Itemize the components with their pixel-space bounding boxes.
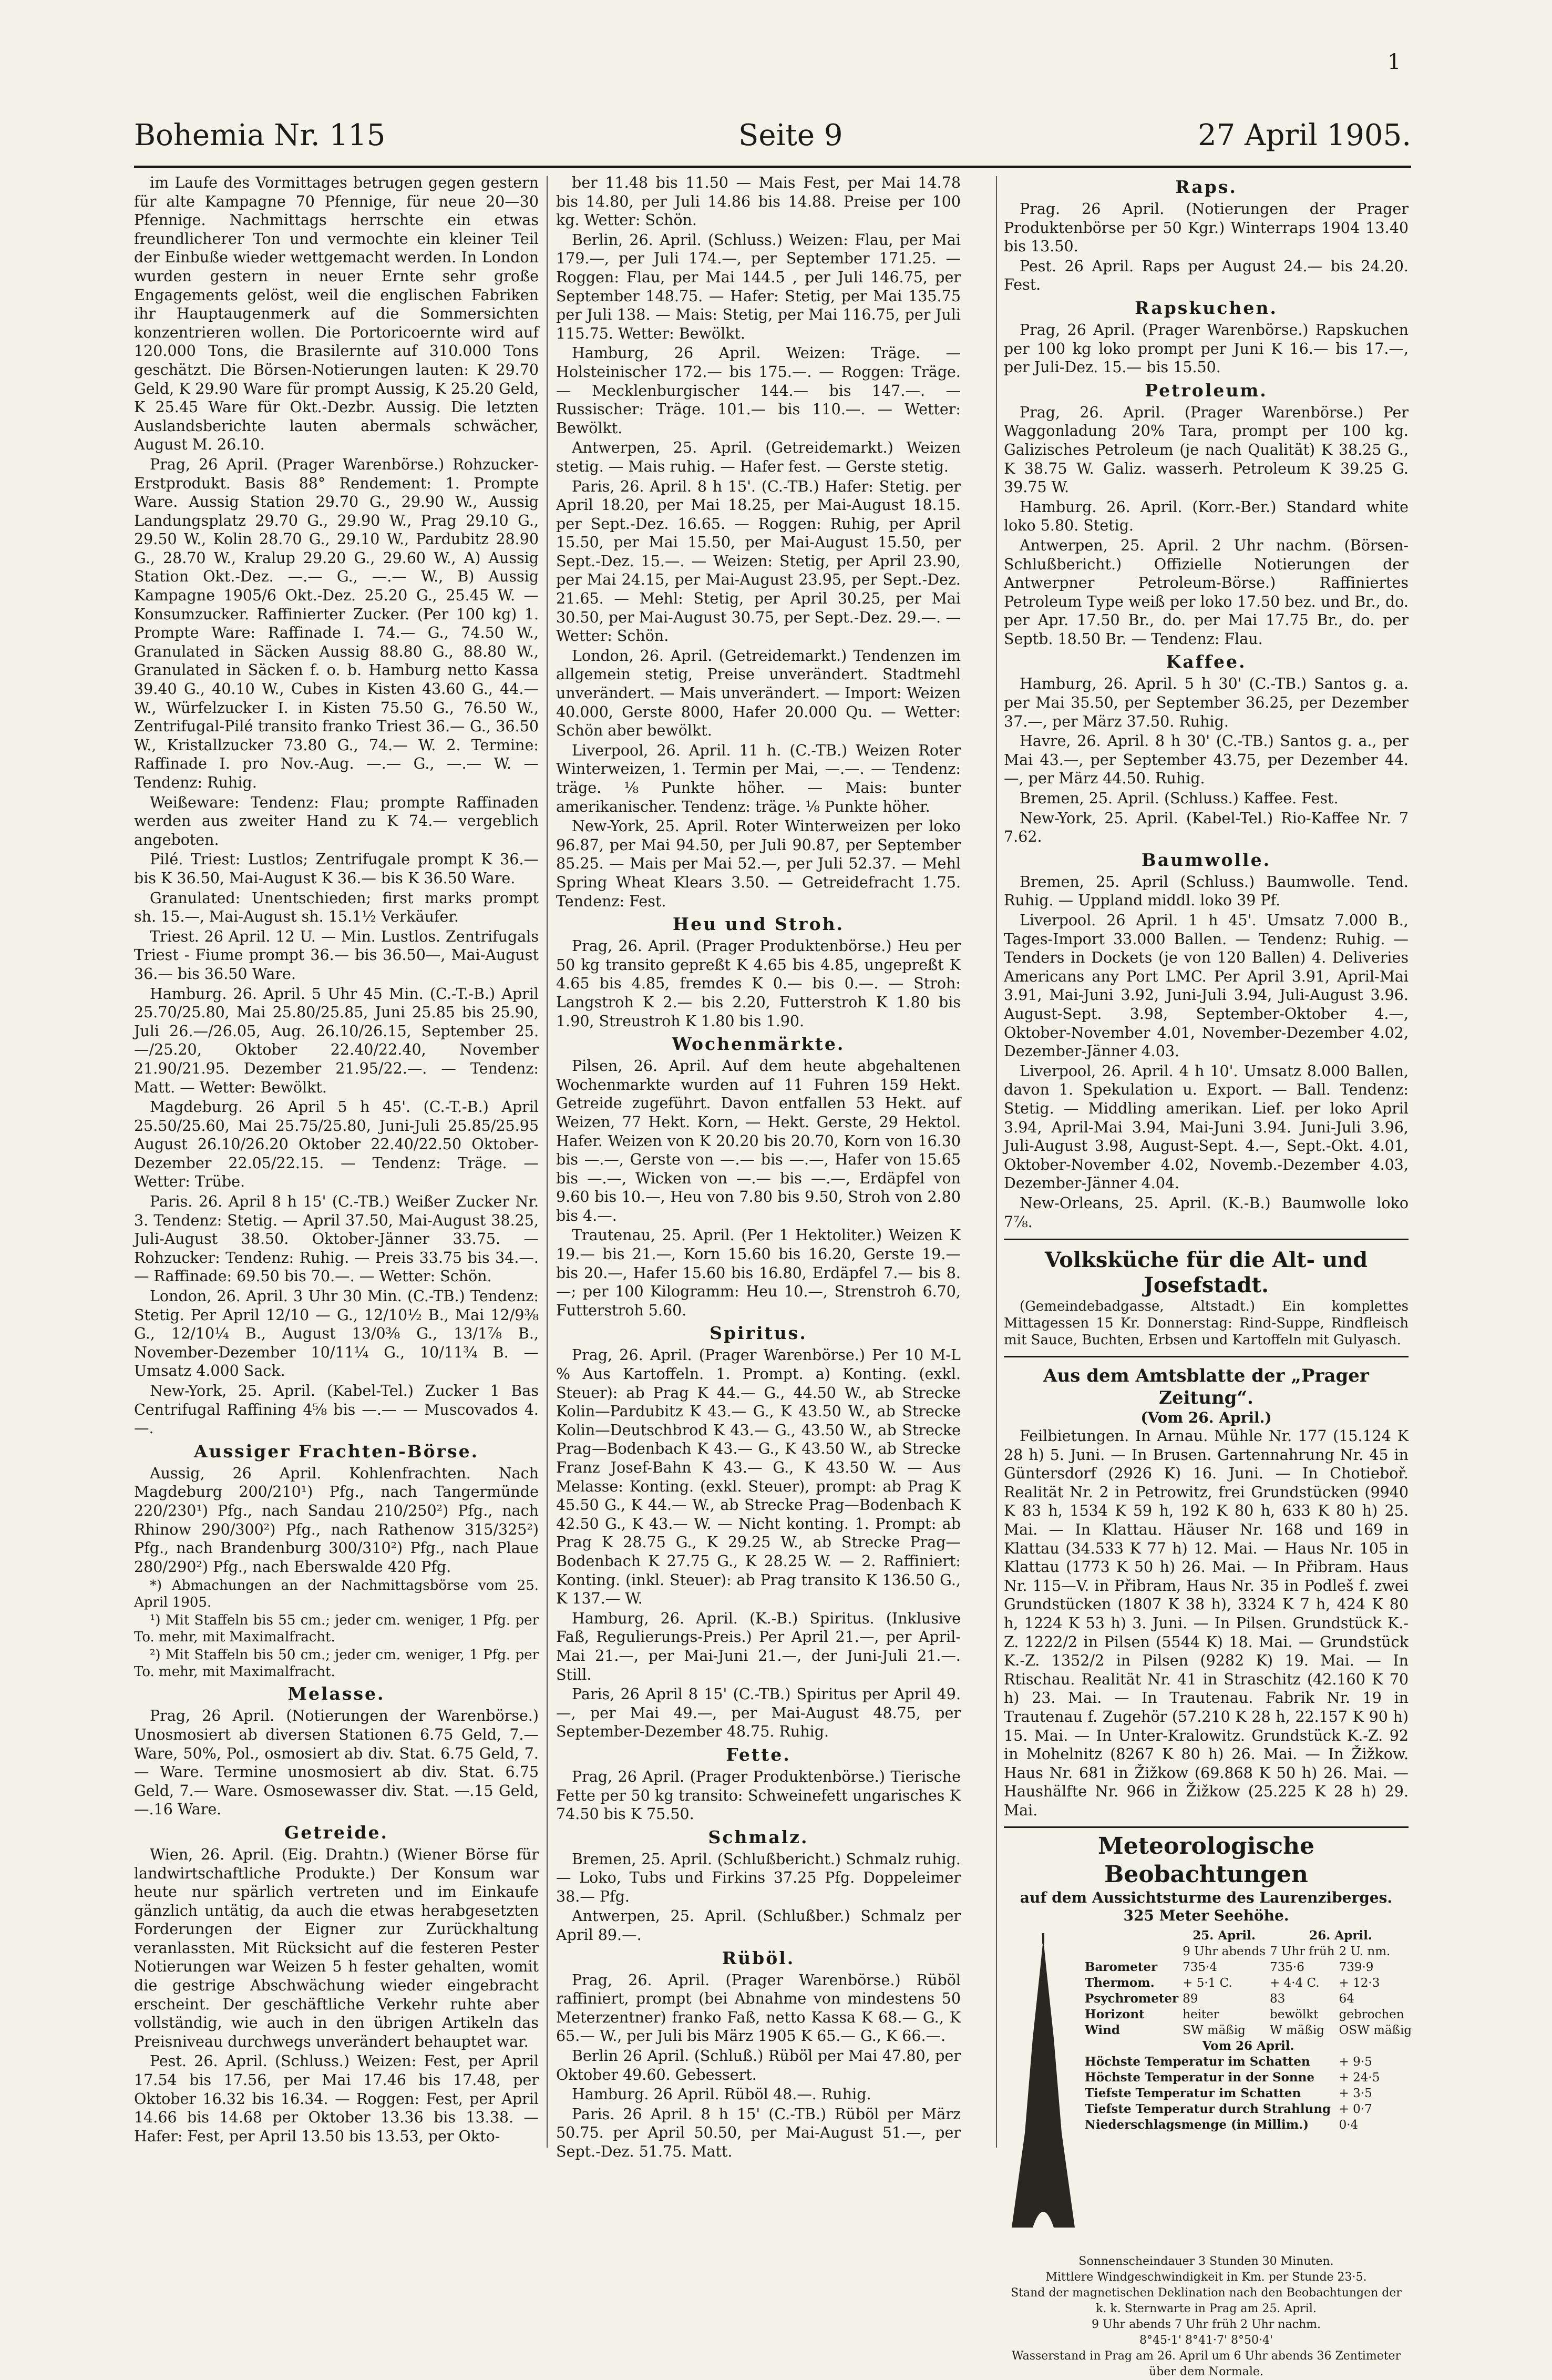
- meteorology-note: Stand der magnetischen Deklination nach den Beobachtungen der k. k. Sternwarte in Prag am 25. April.: [1011, 2286, 1402, 2315]
- page-label: Seite 9: [738, 118, 843, 152]
- header-rule: [134, 166, 1411, 168]
- time-header: 9 Uhr abends: [1183, 1944, 1266, 1958]
- section-heading: Rüböl.: [722, 1947, 795, 1968]
- section-heading: Getreide.: [284, 1822, 388, 1843]
- table-row: [1083, 2070, 1414, 2086]
- article-paragraph: New-York, 25. April. (Kabel-Tel.) Rio-Kaffee Nr. 7 7.62.: [1004, 809, 1409, 846]
- cell: + 12·3: [1339, 1976, 1380, 1990]
- article-paragraph: Paris, 26 April 8 15' (C.-TB.) Spiritus per April 49.—, per Mai 49.—, per Mai-August 48.75, per September-Dezember 48.75. Ruhig.: [556, 1686, 961, 1741]
- meteorology-area: [1004, 1928, 1412, 2254]
- cell: 739·9: [1339, 1960, 1374, 1974]
- section-heading: Petroleum.: [1145, 380, 1268, 401]
- article-paragraph: Bremen, 25. April (Schluss.) Baumwolle. Tend. Ruhig. — Uppland middl. loko 39 Pf.: [1004, 873, 1409, 910]
- article-paragraph: Prag, 26 April. (Prager Produktenbörse.) Tierische Fette per 50 kg transito: Schweinefett ungarisches K 74.50 bis K 75.50.: [556, 1768, 961, 1823]
- cell: 64: [1339, 1991, 1354, 2006]
- meteorology-box: [1004, 1826, 1412, 2380]
- cell: 89: [1183, 1991, 1198, 2006]
- table-row: [1083, 1959, 1414, 1975]
- meteorology-note: Sonnenscheindauer 3 Stunden 30 Minuten.: [1078, 2254, 1334, 2268]
- cell: OSW mäßig: [1339, 2023, 1412, 2037]
- cell: W mäßig: [1269, 2023, 1324, 2037]
- article-paragraph: Prag, 26. April. (Prager Produktenbörse.) Heu per 50 kg transito gepreßt K 4.65 bis 4.85, ungepreßt K 4.65 bis 4.85, fremdes K 0.— bis 0.—. — Stroh: Langstroh K 2.— bis 2.20, Futterstroh K 1.80 bis 1.90, Streustroh K 1.80 bis 1.90.: [556, 937, 961, 1030]
- article-paragraph: Paris. 26 April. 8 h 15' (C.-TB.) Rüböl per März 50.75. per April 50.50, per Mai-August 51.—, per Sept.-Dez. 51.75. Matt.: [556, 2105, 961, 2160]
- table-row: [1083, 1991, 1414, 2007]
- article-paragraph: Prag, 26. April. (Prager Warenbörse.) Rüböl raffiniert, prompt (bei Abnahme von mindestens 50 Meterzentner) franko Faß, netto Kassa K 68.— G., K 65.— W., per Juli bis März 1905 K 65.— G., K 66.—.: [556, 1971, 961, 2045]
- article-paragraph: Aussig, 26 April. Kohlenfrachten. Nach Magdeburg 200/210¹) Pfg., nach Tangermünde 220/230¹) Pfg., nach Sandau 210/250²) Pfg., nach Rhinow 290/300²) Pfg., nach Rathenow 315/325²) Pfg., nach Brandenburg 300/310²) Pfg., nach Plaue 280/290²) Pfg., nach Eberswalde 420 Pfg.: [134, 1464, 539, 1576]
- article-paragraph: Prag, 26 April. (Prager Warenbörse.) Rapskuchen per 100 kg loko prompt per Juni K 16.— bis 17.—, per Juli-Dez. 15.— bis 15.50.: [1004, 321, 1409, 376]
- article-paragraph: Prag, 26 April. (Prager Warenbörse.) Rohzucker-Erstprodukt. Basis 88° Rendement: 1. Prompte Ware. Aussig Station 29.70 G., 29.90 W., Aussig Landungsplatz 29.70 G., 29.90 W., Prag 29.10 G., 29.50 W., Kolin 28.70 G., 29.10 W., Pardubitz 28.90 G., 28.70 W., Kralup 29.20 G., 29.60 W., A) Aussig Station Okt.-Dez. —.— G., —.— W., B) Aussig Kampagne 1905/6 Okt.-Dez. 25.20 G., 25.45 W. — Konsumzucker. Raffinierter Zucker. (Per 100 kg) 1. Prompte Ware: Raffinade I. 74.— G., 74.50 W., Granulated in Säcken Aussig 88.80 G., 88.80 W., Granulated in Säcken f. o. b. Hamburg netto Kassa 39.40 G., 40.10 W., Cubes in Kisten 43.60 G., 44.— W., Würfelzucker I. in Kisten 75.50 G., 76.50 W., Zentrifugal-Pilé transito franko Triest 36.— G., 36.50 W., Kristallzucker 73.80 G., 74.— W. 2. Termine: Raffinade I. pro Nov.-Aug. —.— G., —.— W. — Tendenz: Ruhig.: [134, 455, 539, 791]
- article-paragraph: ber 11.48 bis 11.50 — Mais Fest, per Mai 14.78 bis 14.80, per Juli 14.86 bis 14.88. Preise per 100 kg. Wetter: Schön.: [556, 174, 961, 229]
- amtsblatt-date: (Vom 26. April.): [1140, 1409, 1272, 1427]
- amtsblatt-body: Feilbietungen. In Arnau. Mühle Nr. 177 (15.124 K 28 h) 5. Juni. — In Brusen. Gartennahrung Nr. 45 in Güntersdorf (2926 K) 16. Juni. — In Chotieboř. Realität Nr. 2 in Petrowitz, frei Grundstücken (9940 K 83 h, 1534 K 59 h, 192 K 80 h, 633 K 80 h) 25. Mai. — In Klattau. Häuser Nr. 168 und 169 in Klattau (34.533 K 77 h) 12. Mai. — Haus Nr. 105 in Klattau (1773 K 50 h) 26. Mai. — In Přibram. Haus Nr. 115—V. in Přibram, Haus Nr. 35 in Podleš f. zwei Grundstücken (1807 K 38 h), 3324 K 7 h, 424 K 80 h, 1224 K 53 h) 3. Juni. — In Pilsen. Grundstück K.-Z. 1222/2 in Pilsen (5544 K) 18. Mai. — Grundstück K.-Z. 1352/2 in Pilsen (9282 K) 19. Mai. — In Rtischau. Realität Nr. 41 in Straschitz (42.160 K 70 h) 23. Mai. — In Trautenau. Fabrik Nr. 19 in Trautenau f. Zugehör (57.210 K 28 h, 22.157 K 90 h) 15. Mai. — In Unter-Kralowitz. Grundstück K.-Z. 92 in Mohelnitz (8267 K 80 h) 26. Mai. — In Žižkow. Haus Nr. 681 in Žižkow (69.868 K 50 h) 26. Mai. — Haushälfte Nr. 966 in Žižkow (25.225 K 28 h) 29. Mai.: [1004, 1427, 1409, 1819]
- article-paragraph: Paris, 26. April. 8 h 15'. (C.-TB.) Hafer: Stetig. per April 18.20, per Mai 18.25, per Mai-August 18.15. per Sept.-Dez. 16.65. — Roggen: Ruhig, per April 15.50, per Mai 15.50, per Mai-August 15.50, per Sept.-Dez. 15.—. — Weizen: Stetig, per April 23.90, per Mai 24.15, per Mai-August 23.95, per Sept.-Dez. 21.65. — Mehl: Stetig, per April 30.25, per Mai 30.50, per Mai-August 30.75, per Sept.-Dez. 29.—. — Wetter: Schön.: [556, 477, 961, 645]
- article-paragraph: Pilé. Triest: Lustlos; Zentrifugale prompt K 36.— bis K 36.50, Mai-August K 36.— bis K 36.50 Ware.: [134, 851, 539, 887]
- meteorology-subtitle: auf dem Aussichtsturme des Laurenziberges.: [1020, 1888, 1393, 1906]
- article-paragraph: Granulated: Unentschieden; first marks prompt sh. 15.—, Mai-August sh. 15.1½ Verkäufer.: [134, 889, 539, 926]
- row-label: Tiefste Temperatur im Schatten: [1085, 2086, 1301, 2100]
- table-row: [1083, 2086, 1414, 2101]
- table-row: [1083, 2054, 1414, 2070]
- article-paragraph: Pest. 26 April. Raps per August 24.— bis 24.20. Fest.: [1004, 257, 1409, 294]
- cell: heiter: [1183, 2007, 1219, 2021]
- cell: 83: [1269, 1991, 1286, 2006]
- meteorology-note: 9 Uhr abends 7 Uhr früh 2 Uhr nachm.: [1091, 2317, 1321, 2331]
- cell: SW mäßig: [1183, 2023, 1246, 2037]
- table-row: [1083, 2117, 1414, 2133]
- observation-tower-icon: [1004, 1933, 1083, 2238]
- table-row: [1083, 2007, 1414, 2023]
- column-2: [556, 173, 961, 2162]
- newspaper-title: Bohemia Nr. 115: [134, 118, 386, 152]
- article-paragraph: Antwerpen, 25. April. 2 Uhr nachm. (Börsen-Schlußbericht.) Offizielle Notierungen der Antwerpner Petroleum-Börse.) Raffiniertes Petroleum Type weiß per loko 17.50 bez. und Br., do. per Apr. 17.50 Br., do. per Mai 17.75 Br., do. per Septb. 18.50 Br. — Tendenz: Flau.: [1004, 536, 1409, 648]
- article-paragraph: Triest. 26 April. 12 U. — Min. Lustlos. Zentrifugals Triest - Fiume prompt 36.— bis 36.50—, Mai-August 36.— bis 36.50 Ware.: [134, 927, 539, 983]
- article-paragraph: Hamburg, 26 April. Weizen: Träge. — Holsteinischer 172.— bis 175.—. — Roggen: Träge. — Mecklenburgischer 144.— bis 147.—. — Russischer: Träge. 101.— bis 110.—. — Wetter: Bewölkt.: [556, 344, 961, 437]
- row-label: Psychrometer: [1085, 1991, 1179, 2006]
- section-heading: Schmalz.: [708, 1826, 809, 1847]
- article-paragraph: London, 26. April. (Getreidemarkt.) Tendenzen im allgemein stetig, Preise unverändert. Stadtmehl unverändert. — Mais unverändert. — Import: Weizen 40.000, Gerste 8000, Hafer 20.000 Qu. — Wetter: Schön aber bewölkt.: [556, 647, 961, 740]
- article-paragraph: Hamburg. 26 April. Rüböl 48.—. Ruhig.: [572, 2086, 871, 2103]
- cell: + 3·5: [1339, 2086, 1372, 2100]
- article-paragraph: Hamburg. 26. April. 5 Uhr 45 Min. (C.-T.-B.) April 25.70/25.80, Mai 25.80/25.85, Juni 25.85 bis 25.90, Juli 26.—/26.05, Aug. 26.10/26.15, September 25.—/25.20, Oktober 22.40/22.40, November 21.90/21.95. Dezember 21.95/22.—. — Tendenz: Matt. — Wetter: Bewölkt.: [134, 985, 539, 1096]
- row-label: Höchste Temperatur im Schatten: [1085, 2054, 1310, 2069]
- article-paragraph: Liverpool, 26. April. 4 h 10'. Umsatz 8.000 Ballen, davon 1. Spekulation u. Export. — Ball. Tendenz: Stetig. — Middling amerikan. Lief. per loko April 3.94, April-Mai 3.94, Mai-Juni 3.94. Juni-Juli 3.96, Juli-August 3.98, August-Sept. 4.—, Sept.-Okt. 4.01, Oktober-November 4.02, Novemb.-Dezember 4.03, Dezember-Jänner 4.04.: [1004, 1062, 1409, 1192]
- article-paragraph: Prag, 26 April. (Notierungen der Warenbörse.) Unosmosiert ab diversen Stationen 6.75 Geld, 7.— Ware, 50%, Pol., osmosiert ab div. Stat. 6.75 Geld, 7.— Ware. Termine unosmosiert ab div. Stat. 6.75 Geld, 7.— Ware. Osmosewasser div. Stat. —.15 Geld, —.16 Ware.: [134, 1707, 539, 1819]
- article-paragraph: Prag, 26. April. (Prager Warenbörse.) Per Waggonladung 20% Tara, prompt per 100 kg. Galizisches Petroleum (je nach Qualität) K 38.25 G., K 38.75 W. Galiz. wasserh. Petroleum K 39.25 G. 39.75 W.: [1004, 403, 1409, 496]
- cell: + 9·5: [1339, 2055, 1372, 2069]
- article-paragraph: Hamburg, 26. April. (K.-B.) Spiritus. (Inklusive Faß, Regulierungs-Preis.) Per April 21.—, per April-Mai 21.—, per Mai-Juni 21.—, der Juni-Juli 21.—. Still.: [556, 1609, 961, 1683]
- article-paragraph: New-Orleans, 25. April. (K.-B.) Baumwolle loko 7⅞.: [1004, 1194, 1409, 1231]
- cell: + 4·4 C.: [1269, 1976, 1320, 1990]
- volkskueche-menu: (Gemeindebadgasse, Altstadt.) Ein komplettes Mittagessen 15 Kr. Donnerstag: Rind-Suppe, Rindfleisch mit Sauce, Buchten, Erbsen und Kartoffeln mit Gulyasch.: [1004, 1299, 1409, 1349]
- article-paragraph: Wien, 26. April. (Eig. Drahtn.) (Wiener Börse für landwirtschaftliche Produkte.) Der Konsum war heute nur spärlich vertreten und im Einkaufe gänzlich untätig, da auch die etwas herabgesetzten Forderungen der Eigner zur Zurückhaltung veranlassten. Mit Rücksicht auf die festeren Pester Notierungen war Weizen 5 h fester gehalten, womit die gestrige Abschwächung wieder eingebracht erscheint. Der geschäftliche Verkehr ruhte aber vollständig, wie auch in den übrigen Artikeln das Preisniveau durchwegs unverändert behauptet war.: [134, 1845, 539, 2050]
- column-1: [134, 173, 539, 2147]
- cell: gebrochen: [1339, 2007, 1404, 2021]
- section-heading: Melasse.: [287, 1683, 385, 1704]
- row-label: Tiefste Temperatur durch Strahlung: [1085, 2101, 1331, 2116]
- section-heading: Spiritus.: [710, 1323, 807, 1344]
- date-header: Vom 26 April.: [1202, 2038, 1294, 2053]
- article-paragraph: Pilsen, 26. April. Auf dem heute abgehaltenen Wochenmarkte wurden auf 11 Fuhren 159 Hekt. Getreide zugeführt. Davon entfallen 53 Hekt. auf Weizen, 77 Hekt. Korn, — Hekt. Gerste, 29 Hektol. Hafer. Weizen von K 20.20 bis 20.70, Korn von 16.30 bis —.—, Gerste von —.— bis —.—, Hafer von 15.65 bis —.—, Wicken von —.— bis —.—, Erdäpfel von 9.60 bis 10.—, Heu von 7.80 bis 9.50, Stroh von 2.80 bis 4.—.: [556, 1057, 961, 1224]
- article-paragraph: im Laufe des Vormittages betrugen gegen gestern für alte Kampagne 70 Pfennige, für neue 20—30 Pfennige. Nachmittags herrschte ein etwas freundlicherer Ton und vermochte ein kleiner Teil der Einbuße wieder wettgemacht werden. In London wurden gestern in neuer Ernte sehr große Engagements gelöst, weil die englischen Fabriken ihr Hauptaugenmerk auf die Sommersichten konzentrieren wollen. Die Portoricoernte wird auf 120.000 Tons, die Brasilernte auf 310.000 Tons geschätzt. Die Börsen-Notierungen lauten: K 29.70 Geld, K 29.90 Ware für prompt Aussig, K 25.20 Geld, K 25.45 Ware für Okt.-Dezbr. Aussig. Die letzten Auslandsberichte lauten abermals schwächer, August M. 26.10.: [134, 174, 539, 454]
- article-paragraph: Prag. 26 April. (Notierungen der Prager Produktenbörse per 50 Kgr.) Winterraps 1904 13.40 bis 13.50.: [1004, 200, 1409, 256]
- article-paragraph: Bremen, 25. April. (Schlußbericht.) Schmalz ruhig. — Loko, Tubs und Firkins 37.25 Pfg. Doppeleimer 38.— Pfg.: [556, 1850, 961, 1905]
- article-paragraph: Magdeburg. 26 April 5 h 45'. (C.-T.-B.) April 25.50/25.60, Mai 25.75/25.80, Juni-Juli 25.85/25.95 August 26.10/26.20 Oktober 22.40/22.50 Oktober-Dezember 22.05/22.15. — Tendenz: Träge. — Wetter: Trübe.: [134, 1098, 539, 1191]
- table-row: [1083, 2101, 1414, 2117]
- row-label: Niederschlagsmenge (in Millim.): [1085, 2117, 1309, 2132]
- article-paragraph: New-York, 25. April. (Kabel-Tel.) Zucker 1 Bas Centrifugal Raffining 4⅝ bis —.— — Muscovados 4.—.: [134, 1382, 539, 1437]
- page-header: [134, 118, 1411, 160]
- time-header: 7 Uhr früh: [1269, 1944, 1335, 1958]
- column-3: [1004, 173, 1412, 2380]
- section-heading: Heu und Stroh.: [672, 914, 845, 935]
- day-header: 25. April.: [1193, 1928, 1256, 1943]
- section-heading: Kaffee.: [1166, 651, 1247, 672]
- time-header: 2 U. nm.: [1339, 1944, 1391, 1958]
- article-paragraph: New-York, 25. April. Roter Winterweizen per loko 96.87, per Mai 94.50, per Juli 90.87, per September 85.25. — Mais per Mai 52.—, per Juli 52.37. — Mehl Spring Wheat Klears 3.50. — Getreidefracht 1.75. Tendenz: Fest.: [556, 818, 961, 910]
- article-paragraph: Berlin, 26. April. (Schluss.) Weizen: Flau, per Mai 179.—, per Juli 174.—, per September 171.25. — Roggen: Flau, per Mai 144.5 , per Juli 146.75, per September 148.75. — Hafer: Stetig, per Mai 135.75 per Juli 138. — Mais: Stetig, per Mai 116.75, per Juli 115.75. Wetter: Bewölkt.: [556, 231, 961, 342]
- row-label: Wind: [1085, 2023, 1120, 2037]
- day-header: 26. April.: [1309, 1928, 1372, 1943]
- footnote: *) Abmachungen an der Nachmittagsbörse vom 25. April 1905.: [134, 1578, 539, 1611]
- article-paragraph: Antwerpen, 25. April. (Schlußber.) Schmalz per April 89.—.: [556, 1907, 961, 1944]
- article-paragraph: Trautenau, 25. April. (Per 1 Hektoliter.) Weizen K 19.— bis 21.—, Korn 15.60 bis 16.20, Gerste 19.— bis 20.—, Hafer 15.60 bis 16.80, Erdäpfel 7.— bis 8.—; per 100 Kilogramm: Heu 10.—, Strenstroh 6.70, Futterstroh 5.60.: [556, 1227, 961, 1319]
- article-paragraph: Havre, 26. April. 8 h 30' (C.-TB.) Santos g. a., per Mai 43.—, per September 43.75, per Dezember 44.—, per März 44.50. Ruhig.: [1004, 732, 1409, 788]
- row-label: Höchste Temperatur in der Sonne: [1085, 2070, 1314, 2085]
- article-paragraph: Liverpool, 26. April. 11 h. (C.-TB.) Weizen Roter Winterweizen, 1. Termin per Mai, —.—. — Tendenz: träge. ⅛ Punkte höher. — Mais: bunter amerikanischer. Tendenz: träge. ⅛ Punkte höher.: [556, 741, 961, 815]
- footnote: ¹) Mit Staffeln bis 55 cm.; jeder cm. weniger, 1 Pfg. per To. mehr, mit Maximalfracht.: [134, 1612, 539, 1646]
- cell: + 24·5: [1339, 2070, 1380, 2085]
- column-divider: [996, 176, 997, 2148]
- cell: 0·4: [1339, 2118, 1359, 2132]
- section-heading: Raps.: [1175, 177, 1237, 197]
- cell: bewölkt: [1269, 2007, 1319, 2021]
- footnote: ²) Mit Staffeln bis 50 cm.; jeder cm. weniger, 1 Pfg. per To. mehr, mit Maximalfracht.: [134, 1647, 539, 1680]
- section-heading: Rapskuchen.: [1135, 297, 1278, 318]
- article-paragraph: Antwerpen, 25. April. (Getreidemarkt.) Weizen stetig. — Mais ruhig. — Hafer fest. — Gerste stetig.: [556, 439, 961, 475]
- amtsblatt-title: Aus dem Amtsblatte der „Prager Zeitung“.: [1043, 1365, 1369, 1409]
- article-paragraph: Paris. 26. April 8 h 15' (C.-TB.) Weißer Zucker Nr. 3. Tendenz: Stetig. — April 37.50, Mai-August 38.25, Juli-August 38.50. Oktober-Jänner 33.75. — Rohzucker: Tendenz: Ruhig. — Preis 33.75 bis 34.—. — Raffinade: 69.50 bis 70.—. — Wetter: Schön.: [134, 1193, 539, 1285]
- section-rule: [1004, 1239, 1409, 1240]
- article-paragraph: Bremen, 25. April. (Schluss.) Kaffee. Fest.: [1020, 790, 1339, 808]
- cell: + 5·1 C.: [1183, 1976, 1232, 1990]
- article-paragraph: Hamburg, 26. April. 5 h 30' (C.-TB.) Santos g. a. per Mai 35.50, per September 36.25, per Dezember 37.—, per März 37.50. Ruhig.: [1004, 675, 1409, 730]
- cell: 735·4: [1183, 1960, 1217, 1974]
- cell: + 0·7: [1339, 2102, 1372, 2116]
- article-paragraph: London, 26. April. 3 Uhr 30 Min. (C.-TB.) Tendenz: Stetig. Per April 12/10 — G., 12/10½ B., Mai 12/9⅜ G., 12/10¼ B., August 13/0⅜ G., 13/1⅞ B., November-Dezember 10/11¼ G., 10/11¾ B. — Umsatz 4.000 Sack.: [134, 1288, 539, 1380]
- table-row: [1083, 2023, 1414, 2038]
- table-row: [1083, 1975, 1414, 1991]
- article-paragraph: Prag, 26. April. (Prager Warenbörse.) Per 10 M-L % Aus Kartoffeln. 1. Prompt. a) Konting. (exkl. Steuer): ab Prag K 44.— G., 44.50 W., ab Strecke Kolin—Pardubitz K 43.— G., K 43.50 W., ab Strecke Kolin—Deutschbrod K 43.— G., 43.50 W., ab Strecke Prag—Bodenbach K 43.— G., K 43.50 W., ab Strecke Franz Josef-Bahn K 43.— G., K 43.50 W. — Aus Melasse: Konting. (exkl. Steuer), prompt: ab Prag K 45.50 G., K 44.— W., ab Strecke Prag—Bodenbach K 42.50 G., K 43.— W. — Nicht konting. 1. Prompt: ab Prag K 28.75 G., K 29.25 W., ab Strecke Prag—Bodenbach K 27.75 G., K 28.25 W. — 2. Raffiniert: Konting. (inkl. Steuer): ab Prag transito K 136.50 G., K 137.— W.: [556, 1346, 961, 1608]
- section-rule: [1004, 1356, 1409, 1357]
- page-number: 1: [1387, 50, 1401, 74]
- article-paragraph: Berlin 26 April. (Schluß.) Rüböl per Mai 47.80, per Oktober 49.60. Gebessert.: [556, 2047, 961, 2083]
- article-paragraph: Hamburg. 26. April. (Korr.-Ber.) Standard white loko 5.80. Stetig.: [1004, 498, 1409, 535]
- article-paragraph: Weißeware: Tendenz: Flau; prompte Raffinaden werden aus zweiter Hand zu K 74.— vergeblich angeboten.: [134, 793, 539, 849]
- meteorology-table: [1083, 1928, 1412, 2133]
- cell: 735·6: [1269, 1960, 1304, 1974]
- volkskueche-title: Volksküche für die Alt- und Josefstadt.: [1044, 1248, 1368, 1298]
- article-paragraph: Liverpool. 26 April. 1 h 45'. Umsatz 7.000 B., Tages-Import 33.000 Ballen. — Tendenz: Ruhig. — Tenders in Dockets (je von 120 Ballen) 4. Deliveries Americans any Port LMC. Per April 3.91, April-Mai 3.91, Mai-Juni 3.92, Juni-Juli 3.94, Juli-August 3.96. August-Sept. 3.98, September-Oktober 4.—, Oktober-November 4.01, November-Dezember 4.02, Dezember-Jänner 4.03.: [1004, 912, 1409, 1060]
- meteorology-title: Meteorologische Beobachtungen: [1098, 1832, 1314, 1888]
- section-heading: Fette.: [726, 1744, 791, 1765]
- article-paragraph: Pest. 26. April. (Schluss.) Weizen: Fest, per April 17.54 bis 17.56, per Mai 17.46 bis 17.48, per Oktober 16.32 bis 16.34. — Roggen: Fest, per April 14.66 bis 14.68 per Oktober 13.36 bis 13.38. — Hafer: Fest, per April 13.50 bis 13.53, per Okto-: [134, 2052, 539, 2145]
- section-heading: Aussiger Frachten-Börse.: [193, 1441, 479, 1462]
- column-divider: [547, 176, 548, 2148]
- section-heading: Baumwolle.: [1141, 849, 1271, 870]
- section-heading: Wochenmärkte.: [672, 1034, 845, 1055]
- row-label: Barometer: [1085, 1959, 1158, 1974]
- row-label: Horizont: [1085, 2007, 1145, 2021]
- meteorology-note: 8°45·1' 8°41·7' 8°50·4': [1139, 2333, 1273, 2347]
- meteorology-note: Mittlere Windgeschwindigkeit in Km. per Stunde 23·5.: [1045, 2270, 1367, 2284]
- meteorology-elevation: 325 Meter Seehöhe.: [1123, 1906, 1289, 1924]
- meteorology-note: Wasserstand in Prag am 26. April um 6 Uhr abends 36 Zentimeter über dem Normale.: [1011, 2349, 1401, 2378]
- issue-date: 27 April 1905.: [1197, 118, 1411, 152]
- row-label: Thermom.: [1085, 1975, 1155, 1990]
